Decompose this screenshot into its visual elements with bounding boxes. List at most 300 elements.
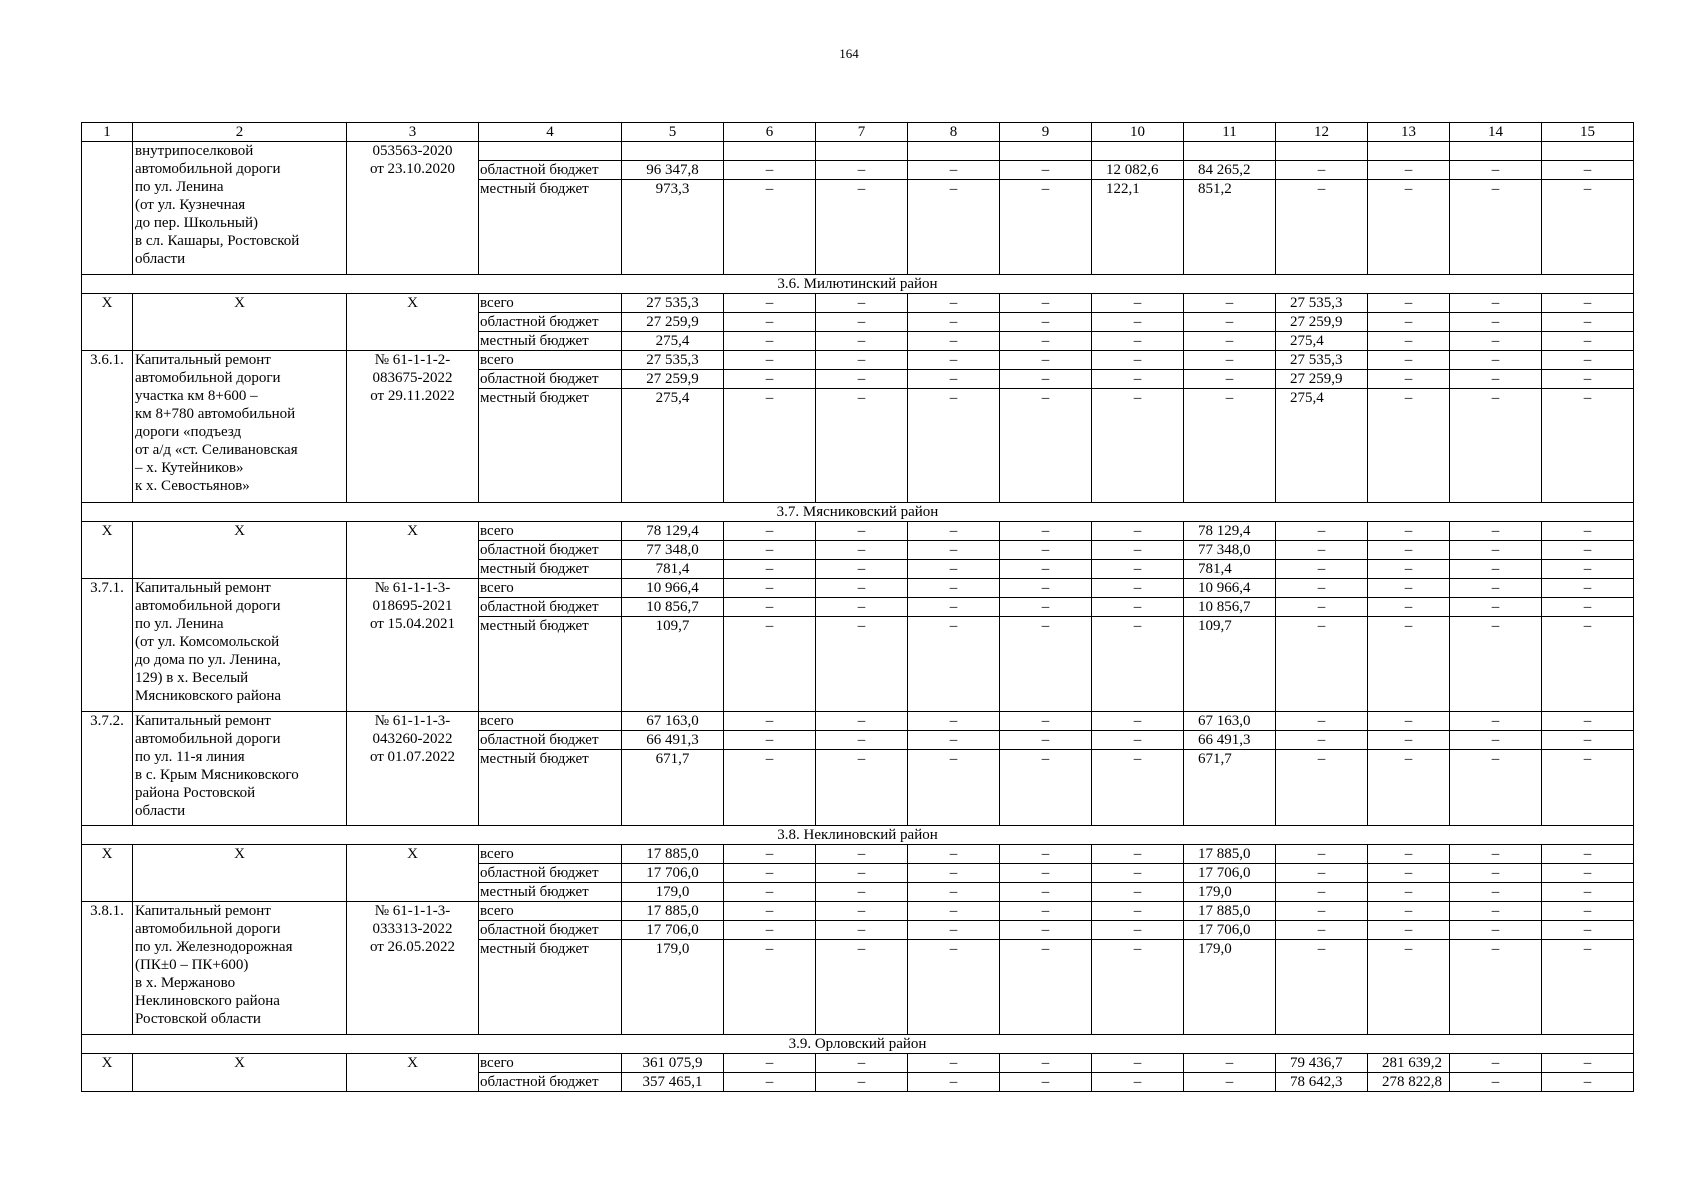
- year-amount-cell: –: [908, 1073, 1000, 1092]
- year-amount-cell: –: [1542, 370, 1634, 389]
- funding-source-cell: областной бюджет: [479, 598, 622, 617]
- year-amount-cell: –: [1276, 598, 1368, 617]
- year-amount-cell: –: [908, 541, 1000, 560]
- year-amount-cell: –: [1276, 560, 1368, 579]
- year-amount-cell: –: [1276, 864, 1368, 883]
- year-amount-cell: –: [1450, 940, 1542, 1035]
- conclusion-number-cell: № 61-1-1-3- 018695-2021 от 15.04.2021: [347, 579, 479, 712]
- year-amount-cell: –: [1000, 560, 1092, 579]
- year-amount-cell: –: [1368, 541, 1450, 560]
- year-amount-cell: [1450, 142, 1542, 161]
- year-amount-cell: –: [1092, 560, 1184, 579]
- item-number-cell: [82, 142, 133, 275]
- year-amount-cell: –: [816, 161, 908, 180]
- total-amount-cell: 357 465,1: [622, 1073, 724, 1092]
- total-amount-cell: 781,4: [622, 560, 724, 579]
- section-row: [82, 1035, 1634, 1054]
- object-name-cell: Капитальный ремонт автомобильной дороги участка км 8+600 – км 8+780 автомобильной дороги «подъезд от а/д «ст. Селивановская – х. Кутейников» к х. Севостьянов»: [133, 351, 347, 503]
- table-row: [82, 142, 1634, 161]
- total-amount-cell: 78 129,4: [622, 522, 724, 541]
- year-amount-cell: –: [816, 617, 908, 712]
- column-number-cell: 5: [622, 123, 724, 142]
- year-amount-cell: –: [1450, 731, 1542, 750]
- year-amount-cell: –: [1450, 921, 1542, 940]
- table-body: [82, 123, 1634, 1092]
- year-amount-cell: 10 856,7: [1184, 598, 1276, 617]
- year-amount-cell: –: [1092, 522, 1184, 541]
- column-number-cell: 11: [1184, 123, 1276, 142]
- year-amount-cell: –: [1276, 161, 1368, 180]
- year-amount-cell: 10 966,4: [1184, 579, 1276, 598]
- year-amount-cell: 781,4: [1184, 560, 1276, 579]
- year-amount-cell: 27 535,3: [1276, 351, 1368, 370]
- year-amount-cell: [1276, 142, 1368, 161]
- year-amount-cell: –: [1368, 389, 1450, 503]
- year-amount-cell: –: [908, 617, 1000, 712]
- year-amount-cell: 12 082,6: [1092, 161, 1184, 180]
- funding-source-cell: всего: [479, 845, 622, 864]
- year-amount-cell: –: [1184, 389, 1276, 503]
- year-amount-cell: [1184, 142, 1276, 161]
- object-name-cell: внутрипоселковой автомобильной дороги по ул. Ленина (от ул. Кузнечная до пер. Школьный) в сл. Кашары, Ростовской области: [133, 142, 347, 275]
- funding-source-cell: областной бюджет: [479, 921, 622, 940]
- column-number-cell: 12: [1276, 123, 1368, 142]
- year-amount-cell: –: [908, 180, 1000, 275]
- year-amount-cell: 79 436,7: [1276, 1054, 1368, 1073]
- funding-source-cell: местный бюджет: [479, 180, 622, 275]
- conclusion-number-cell: X: [347, 1054, 479, 1092]
- table-row: [82, 522, 1634, 541]
- column-number-cell: 8: [908, 123, 1000, 142]
- total-amount-cell: 96 347,8: [622, 161, 724, 180]
- funding-source-cell: областной бюджет: [479, 1073, 622, 1092]
- year-amount-cell: –: [1000, 294, 1092, 313]
- year-amount-cell: –: [724, 579, 816, 598]
- year-amount-cell: –: [1542, 560, 1634, 579]
- year-amount-cell: –: [908, 864, 1000, 883]
- year-amount-cell: –: [724, 940, 816, 1035]
- year-amount-cell: –: [724, 332, 816, 351]
- year-amount-cell: [908, 142, 1000, 161]
- year-amount-cell: –: [1368, 940, 1450, 1035]
- column-number-cell: 6: [724, 123, 816, 142]
- year-amount-cell: 66 491,3: [1184, 731, 1276, 750]
- year-amount-cell: –: [1000, 921, 1092, 940]
- year-amount-cell: –: [1450, 294, 1542, 313]
- funding-source-cell: всего: [479, 712, 622, 731]
- funding-source-cell: всего: [479, 1054, 622, 1073]
- year-amount-cell: –: [1092, 1073, 1184, 1092]
- funding-source-cell: всего: [479, 902, 622, 921]
- year-amount-cell: 275,4: [1276, 389, 1368, 503]
- funding-source-cell: местный бюджет: [479, 750, 622, 826]
- page-number: 164: [839, 46, 859, 61]
- year-amount-cell: –: [1276, 845, 1368, 864]
- item-number-cell: 3.7.2.: [82, 712, 133, 826]
- year-amount-cell: [1000, 142, 1092, 161]
- column-number-cell: 13: [1368, 123, 1450, 142]
- year-amount-cell: –: [1450, 902, 1542, 921]
- total-amount-cell: 275,4: [622, 389, 724, 503]
- year-amount-cell: –: [1092, 389, 1184, 503]
- funding-source-cell: областной бюджет: [479, 161, 622, 180]
- total-amount-cell: 27 259,9: [622, 370, 724, 389]
- year-amount-cell: –: [1092, 750, 1184, 826]
- year-amount-cell: –: [1542, 617, 1634, 712]
- year-amount-cell: –: [816, 370, 908, 389]
- conclusion-number-cell: № 61-1-1-2- 083675-2022 от 29.11.2022: [347, 351, 479, 503]
- year-amount-cell: –: [1000, 370, 1092, 389]
- year-amount-cell: [724, 142, 816, 161]
- year-amount-cell: –: [1450, 560, 1542, 579]
- year-amount-cell: –: [1450, 864, 1542, 883]
- total-amount-cell: 27 535,3: [622, 351, 724, 370]
- year-amount-cell: –: [724, 180, 816, 275]
- year-amount-cell: –: [1092, 883, 1184, 902]
- funding-source-cell: местный бюджет: [479, 332, 622, 351]
- total-amount-cell: 361 075,9: [622, 1054, 724, 1073]
- year-amount-cell: 122,1: [1092, 180, 1184, 275]
- column-number-row: [82, 123, 1634, 142]
- year-amount-cell: –: [724, 560, 816, 579]
- year-amount-cell: –: [816, 598, 908, 617]
- year-amount-cell: 17 885,0: [1184, 845, 1276, 864]
- column-number-cell: 2: [133, 123, 347, 142]
- year-amount-cell: –: [1450, 332, 1542, 351]
- year-amount-cell: –: [908, 902, 1000, 921]
- year-amount-cell: –: [1092, 598, 1184, 617]
- item-number-cell: X: [82, 845, 133, 902]
- funding-source-cell: местный бюджет: [479, 389, 622, 503]
- year-amount-cell: –: [908, 351, 1000, 370]
- year-amount-cell: –: [1092, 351, 1184, 370]
- year-amount-cell: –: [724, 389, 816, 503]
- year-amount-cell: –: [816, 541, 908, 560]
- year-amount-cell: 27 259,9: [1276, 370, 1368, 389]
- column-number-cell: 1: [82, 123, 133, 142]
- year-amount-cell: –: [1092, 313, 1184, 332]
- year-amount-cell: –: [1542, 351, 1634, 370]
- year-amount-cell: –: [816, 902, 908, 921]
- funding-source-cell: областной бюджет: [479, 864, 622, 883]
- year-amount-cell: 179,0: [1184, 883, 1276, 902]
- year-amount-cell: –: [1092, 940, 1184, 1035]
- year-amount-cell: –: [816, 883, 908, 902]
- year-amount-cell: –: [1542, 541, 1634, 560]
- year-amount-cell: –: [816, 1073, 908, 1092]
- year-amount-cell: –: [1000, 731, 1092, 750]
- funding-source-cell: всего: [479, 579, 622, 598]
- year-amount-cell: –: [816, 560, 908, 579]
- year-amount-cell: –: [1000, 1054, 1092, 1073]
- year-amount-cell: –: [816, 313, 908, 332]
- section-row: [82, 826, 1634, 845]
- year-amount-cell: –: [908, 294, 1000, 313]
- year-amount-cell: –: [1542, 750, 1634, 826]
- object-name-cell: X: [133, 522, 347, 579]
- year-amount-cell: –: [1092, 731, 1184, 750]
- year-amount-cell: –: [908, 161, 1000, 180]
- total-amount-cell: 109,7: [622, 617, 724, 712]
- table-row: [82, 351, 1634, 370]
- year-amount-cell: 78 129,4: [1184, 522, 1276, 541]
- year-amount-cell: 109,7: [1184, 617, 1276, 712]
- total-amount-cell: 27 535,3: [622, 294, 724, 313]
- funding-source-cell: местный бюджет: [479, 617, 622, 712]
- year-amount-cell: –: [1368, 579, 1450, 598]
- total-amount-cell: 671,7: [622, 750, 724, 826]
- year-amount-cell: 84 265,2: [1184, 161, 1276, 180]
- year-amount-cell: –: [1000, 180, 1092, 275]
- year-amount-cell: –: [1092, 845, 1184, 864]
- year-amount-cell: –: [816, 579, 908, 598]
- year-amount-cell: –: [1000, 845, 1092, 864]
- year-amount-cell: –: [1000, 902, 1092, 921]
- year-amount-cell: –: [908, 332, 1000, 351]
- year-amount-cell: –: [1000, 332, 1092, 351]
- year-amount-cell: –: [1542, 845, 1634, 864]
- total-amount-cell: 67 163,0: [622, 712, 724, 731]
- year-amount-cell: –: [816, 921, 908, 940]
- year-amount-cell: –: [1368, 560, 1450, 579]
- year-amount-cell: –: [1542, 940, 1634, 1035]
- year-amount-cell: 77 348,0: [1184, 541, 1276, 560]
- column-number-cell: 15: [1542, 123, 1634, 142]
- total-amount-cell: 10 966,4: [622, 579, 724, 598]
- section-title: 3.7. Мясниковский район: [82, 503, 1634, 522]
- year-amount-cell: –: [1184, 1073, 1276, 1092]
- funding-source-cell: всего: [479, 351, 622, 370]
- year-amount-cell: –: [816, 389, 908, 503]
- year-amount-cell: 78 642,3: [1276, 1073, 1368, 1092]
- year-amount-cell: 281 639,2: [1368, 1054, 1450, 1073]
- total-amount-cell: 27 259,9: [622, 313, 724, 332]
- section-title: 3.6. Милютинский район: [82, 275, 1634, 294]
- table-row: [82, 845, 1634, 864]
- year-amount-cell: 278 822,8: [1368, 1073, 1450, 1092]
- year-amount-cell: –: [1000, 579, 1092, 598]
- year-amount-cell: –: [1276, 750, 1368, 826]
- year-amount-cell: –: [724, 921, 816, 940]
- year-amount-cell: –: [908, 313, 1000, 332]
- year-amount-cell: –: [1092, 579, 1184, 598]
- column-number-cell: 4: [479, 123, 622, 142]
- year-amount-cell: –: [1542, 389, 1634, 503]
- year-amount-cell: –: [816, 180, 908, 275]
- item-number-cell: X: [82, 294, 133, 351]
- year-amount-cell: –: [1368, 617, 1450, 712]
- year-amount-cell: –: [724, 294, 816, 313]
- total-amount-cell: 275,4: [622, 332, 724, 351]
- object-name-cell: Капитальный ремонт автомобильной дороги по ул. 11-я линия в с. Крым Мясниковского района Ростовской области: [133, 712, 347, 826]
- year-amount-cell: –: [724, 731, 816, 750]
- year-amount-cell: –: [816, 750, 908, 826]
- table-row: [82, 294, 1634, 313]
- year-amount-cell: –: [724, 902, 816, 921]
- funding-source-cell: местный бюджет: [479, 560, 622, 579]
- section-title: 3.9. Орловский район: [82, 1035, 1634, 1054]
- table-row: [82, 1054, 1634, 1073]
- year-amount-cell: –: [1276, 522, 1368, 541]
- year-amount-cell: –: [1368, 864, 1450, 883]
- year-amount-cell: –: [1450, 883, 1542, 902]
- object-name-cell: X: [133, 294, 347, 351]
- year-amount-cell: –: [1368, 351, 1450, 370]
- year-amount-cell: –: [816, 845, 908, 864]
- total-amount-cell: 10 856,7: [622, 598, 724, 617]
- year-amount-cell: –: [908, 940, 1000, 1035]
- year-amount-cell: –: [1450, 845, 1542, 864]
- year-amount-cell: –: [1092, 921, 1184, 940]
- year-amount-cell: –: [724, 370, 816, 389]
- year-amount-cell: –: [1000, 750, 1092, 826]
- year-amount-cell: –: [1000, 1073, 1092, 1092]
- year-amount-cell: –: [1450, 522, 1542, 541]
- year-amount-cell: –: [1276, 940, 1368, 1035]
- year-amount-cell: –: [1092, 294, 1184, 313]
- year-amount-cell: –: [908, 522, 1000, 541]
- year-amount-cell: –: [1542, 332, 1634, 351]
- year-amount-cell: –: [1184, 332, 1276, 351]
- year-amount-cell: –: [1368, 750, 1450, 826]
- item-number-cell: X: [82, 1054, 133, 1092]
- year-amount-cell: –: [1000, 313, 1092, 332]
- year-amount-cell: –: [724, 313, 816, 332]
- funding-source-cell: местный бюджет: [479, 883, 622, 902]
- total-amount-cell: 77 348,0: [622, 541, 724, 560]
- total-amount-cell: 17 885,0: [622, 902, 724, 921]
- year-amount-cell: –: [1000, 161, 1092, 180]
- year-amount-cell: –: [724, 522, 816, 541]
- year-amount-cell: –: [1542, 883, 1634, 902]
- year-amount-cell: –: [1450, 389, 1542, 503]
- year-amount-cell: –: [1092, 712, 1184, 731]
- year-amount-cell: –: [908, 560, 1000, 579]
- funding-source-cell: областной бюджет: [479, 370, 622, 389]
- year-amount-cell: –: [1092, 370, 1184, 389]
- year-amount-cell: –: [1450, 351, 1542, 370]
- year-amount-cell: 27 259,9: [1276, 313, 1368, 332]
- year-amount-cell: –: [1542, 1073, 1634, 1092]
- conclusion-number-cell: № 61-1-1-3- 043260-2022 от 01.07.2022: [347, 712, 479, 826]
- column-number-cell: 14: [1450, 123, 1542, 142]
- funding-source-cell: областной бюджет: [479, 731, 622, 750]
- conclusion-number-cell: X: [347, 294, 479, 351]
- year-amount-cell: 67 163,0: [1184, 712, 1276, 731]
- year-amount-cell: –: [1450, 598, 1542, 617]
- year-amount-cell: –: [1184, 313, 1276, 332]
- year-amount-cell: –: [724, 1073, 816, 1092]
- conclusion-number-cell: № 61-1-1-3- 033313-2022 от 26.05.2022: [347, 902, 479, 1035]
- year-amount-cell: –: [1276, 921, 1368, 940]
- year-amount-cell: –: [908, 389, 1000, 503]
- year-amount-cell: –: [1092, 617, 1184, 712]
- year-amount-cell: –: [1450, 541, 1542, 560]
- year-amount-cell: [1092, 142, 1184, 161]
- year-amount-cell: –: [1450, 161, 1542, 180]
- item-number-cell: 3.8.1.: [82, 902, 133, 1035]
- year-amount-cell: –: [1368, 332, 1450, 351]
- year-amount-cell: –: [816, 294, 908, 313]
- column-number-cell: 7: [816, 123, 908, 142]
- year-amount-cell: –: [1368, 902, 1450, 921]
- conclusion-number-cell: 053563-2020 от 23.10.2020: [347, 142, 479, 275]
- year-amount-cell: –: [1276, 883, 1368, 902]
- year-amount-cell: –: [1000, 389, 1092, 503]
- year-amount-cell: –: [1000, 522, 1092, 541]
- table-row: [82, 579, 1634, 598]
- year-amount-cell: 17 706,0: [1184, 921, 1276, 940]
- object-name-cell: X: [133, 1054, 347, 1092]
- year-amount-cell: –: [1450, 1054, 1542, 1073]
- year-amount-cell: –: [908, 750, 1000, 826]
- conclusion-number-cell: X: [347, 845, 479, 902]
- section-row: [82, 503, 1634, 522]
- year-amount-cell: –: [1542, 731, 1634, 750]
- year-amount-cell: –: [908, 712, 1000, 731]
- total-amount-cell: 17 706,0: [622, 864, 724, 883]
- year-amount-cell: –: [1092, 332, 1184, 351]
- year-amount-cell: –: [816, 940, 908, 1035]
- year-amount-cell: –: [1450, 712, 1542, 731]
- year-amount-cell: [1542, 142, 1634, 161]
- object-name-cell: X: [133, 845, 347, 902]
- year-amount-cell: –: [816, 351, 908, 370]
- total-amount-cell: 66 491,3: [622, 731, 724, 750]
- year-amount-cell: –: [816, 522, 908, 541]
- year-amount-cell: –: [1092, 541, 1184, 560]
- year-amount-cell: –: [1276, 731, 1368, 750]
- year-amount-cell: –: [1450, 750, 1542, 826]
- year-amount-cell: –: [1450, 180, 1542, 275]
- year-amount-cell: 275,4: [1276, 332, 1368, 351]
- conclusion-number-cell: X: [347, 522, 479, 579]
- funding-source-cell: всего: [479, 522, 622, 541]
- year-amount-cell: –: [1184, 370, 1276, 389]
- year-amount-cell: 671,7: [1184, 750, 1276, 826]
- year-amount-cell: –: [1542, 864, 1634, 883]
- funding-table: [81, 122, 1634, 1092]
- year-amount-cell: –: [816, 731, 908, 750]
- year-amount-cell: –: [1000, 940, 1092, 1035]
- funding-source-cell: областной бюджет: [479, 541, 622, 560]
- year-amount-cell: –: [1276, 579, 1368, 598]
- section-row: [82, 275, 1634, 294]
- year-amount-cell: [1368, 142, 1450, 161]
- year-amount-cell: –: [1542, 921, 1634, 940]
- year-amount-cell: –: [1184, 1054, 1276, 1073]
- total-amount-cell: [622, 142, 724, 161]
- year-amount-cell: –: [1450, 1073, 1542, 1092]
- year-amount-cell: –: [908, 1054, 1000, 1073]
- total-amount-cell: 179,0: [622, 883, 724, 902]
- year-amount-cell: –: [816, 1054, 908, 1073]
- year-amount-cell: –: [908, 598, 1000, 617]
- year-amount-cell: –: [724, 598, 816, 617]
- year-amount-cell: –: [1368, 731, 1450, 750]
- year-amount-cell: –: [908, 883, 1000, 902]
- object-name-cell: Капитальный ремонт автомобильной дороги по ул. Железнодорожная (ПК±0 – ПК+600) в х. Мержаново Неклиновского района Ростовской области: [133, 902, 347, 1035]
- year-amount-cell: –: [1000, 598, 1092, 617]
- year-amount-cell: –: [1000, 883, 1092, 902]
- year-amount-cell: –: [908, 731, 1000, 750]
- year-amount-cell: –: [1542, 902, 1634, 921]
- year-amount-cell: –: [724, 712, 816, 731]
- funding-source-cell: областной бюджет: [479, 313, 622, 332]
- year-amount-cell: –: [724, 883, 816, 902]
- year-amount-cell: –: [1368, 598, 1450, 617]
- year-amount-cell: –: [908, 579, 1000, 598]
